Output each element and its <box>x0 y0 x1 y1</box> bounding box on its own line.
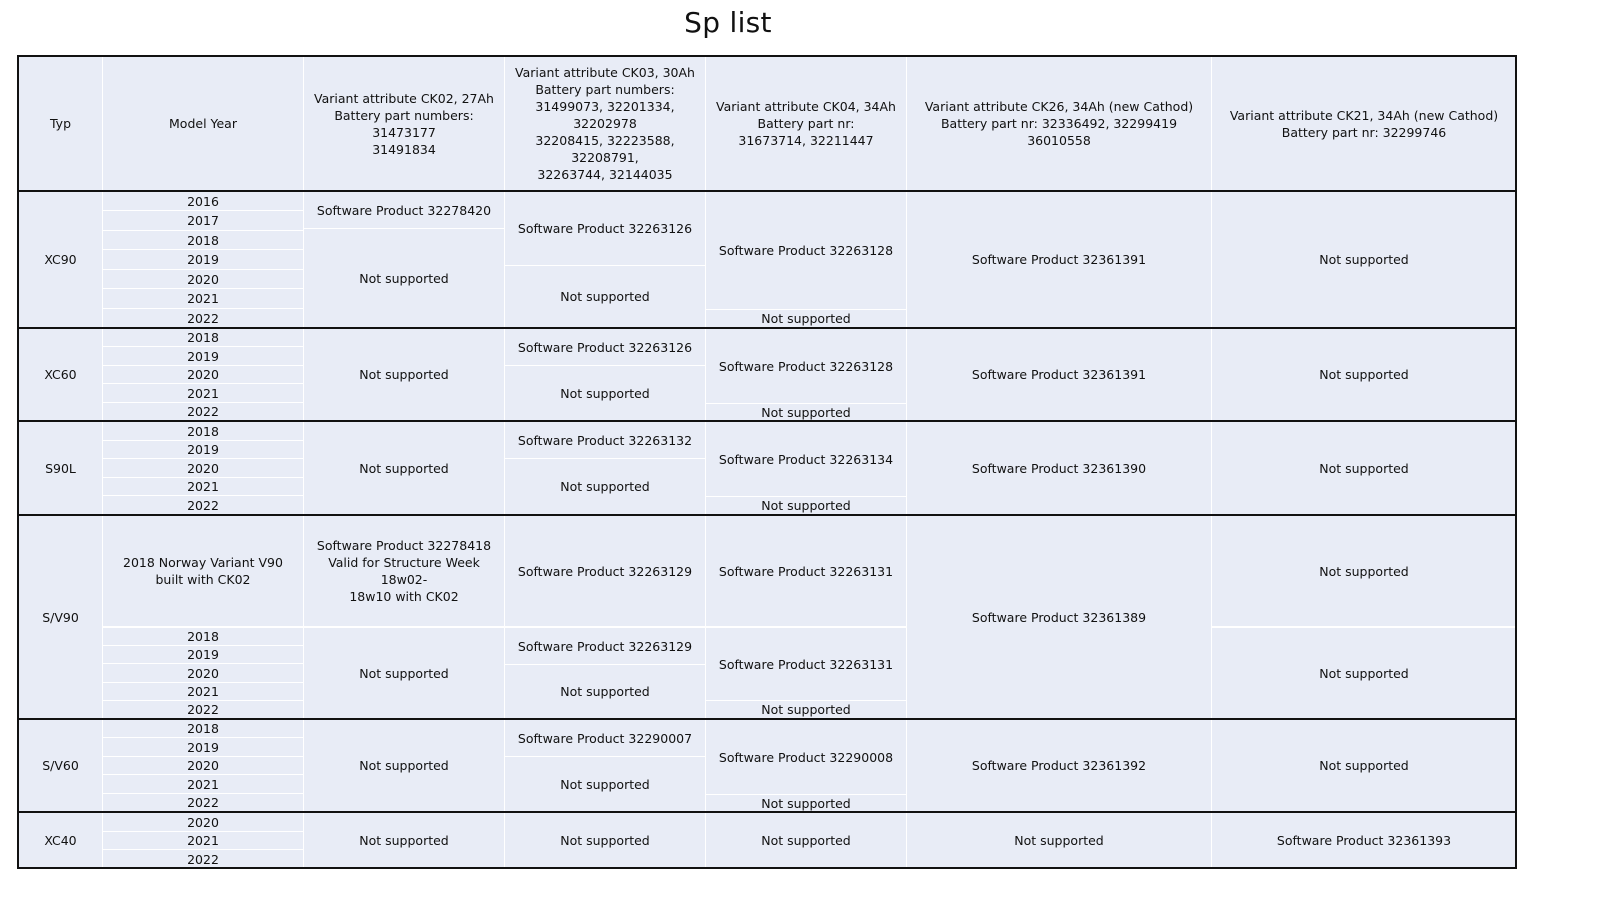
model-year-special-cell-line: built with CK02 <box>155 572 251 587</box>
header-ck02-line: Variant attribute CK02, 27Ah <box>314 90 494 106</box>
model-year-cell: 2022 <box>103 496 303 514</box>
model-year-cell: 2018 <box>103 422 303 440</box>
header-ck02-line: Battery part numbers: <box>334 107 474 123</box>
model-year-cell: 2019 <box>103 250 303 269</box>
ck02-cell: Not supported <box>304 229 504 327</box>
header-ck03-line: 32208415, 32223588, 32208791, <box>535 133 675 165</box>
model-year-cell: 2022 <box>103 850 303 868</box>
table-border <box>17 190 1517 192</box>
model-year-cell: 2018 <box>103 720 303 737</box>
ck26-cell: Software Product 32361392 <box>907 720 1211 811</box>
model-year-cell: 2020 <box>103 270 303 288</box>
ck03-cell: Not supported <box>505 266 705 327</box>
model-year-cell: 2019 <box>103 738 303 756</box>
header-ck04-line: 31673714, 32211447 <box>738 133 874 148</box>
typ-cell: S/V90 <box>19 516 102 718</box>
ck02-special-cell-line: Software Product 32278418 <box>316 538 492 553</box>
table-border <box>17 420 1517 422</box>
ck03-cell: Software Product 32263126 <box>505 192 705 265</box>
ck21-cell: Not supported <box>1212 329 1516 420</box>
ck03-cell: Not supported <box>505 366 705 420</box>
table-border <box>17 55 1517 57</box>
ck21-cell: Software Product 32361393 <box>1212 813 1516 868</box>
ck04-cell: Not supported <box>706 701 906 718</box>
ck04-cell: Software Product 32263131 <box>706 628 906 700</box>
header-ck03-line: 31499073, 32201334, 32202978 <box>535 99 675 131</box>
ck21-cell: Not supported <box>1212 192 1516 327</box>
model-year-cell: 2019 <box>103 347 303 365</box>
header-ck03 <box>505 57 705 190</box>
ck26-cell: Software Product 32361389 <box>907 516 1211 718</box>
ck02-cell: Not supported <box>304 422 504 514</box>
ck03-cell: Not supported <box>505 757 705 811</box>
ck02-cell: Not supported <box>304 628 504 718</box>
table-border <box>17 514 1517 516</box>
model-year-special-cell <box>103 516 303 626</box>
ck26-cell: Software Product 32361391 <box>907 329 1211 420</box>
ck02-cell: Software Product 32278420 <box>304 192 504 228</box>
header-ck02 <box>304 57 504 190</box>
ck04-cell: Not supported <box>706 310 906 327</box>
model-year-cell: 2019 <box>103 646 303 663</box>
ck03-cell: Software Product 32263132 <box>505 422 705 458</box>
ck21-cell: Not supported <box>1212 422 1516 514</box>
header-ck02-line: 31491834 <box>372 141 436 157</box>
header-ck26-line: Variant attribute CK26, 34Ah (new Cathod) <box>924 99 1194 114</box>
typ-cell: XC90 <box>19 192 102 327</box>
ck02-special-cell <box>304 516 504 626</box>
table-border <box>17 55 19 869</box>
ck26-cell: Not supported <box>907 813 1211 868</box>
header-ck04 <box>706 57 906 190</box>
ck04-cell: Software Product 32263128 <box>706 329 906 403</box>
typ-cell: XC60 <box>19 329 102 420</box>
model-year-cell: 2022 <box>103 403 303 420</box>
table-border <box>17 867 1517 869</box>
header-ck03-line: Variant attribute CK03, 30Ah <box>515 65 695 80</box>
ck04-cell: Not supported <box>706 404 906 420</box>
typ-cell: S/V60 <box>19 720 102 811</box>
model-year-cell: 2021 <box>103 683 303 700</box>
header-ck26-line: 36010558 <box>1027 133 1091 148</box>
model-year-cell: 2020 <box>103 813 303 831</box>
header-ck04-line: Variant attribute CK04, 34Ah <box>716 99 896 114</box>
model-year-cell: 2018 <box>103 628 303 645</box>
model-year-cell: 2019 <box>103 441 303 458</box>
typ-cell: XC40 <box>19 813 102 868</box>
model-year-cell: 2022 <box>103 701 303 718</box>
header-ck03-line: Battery part numbers: <box>535 82 675 97</box>
ck04-cell: Software Product 32263128 <box>706 192 906 309</box>
model-year-cell: 2021 <box>103 289 303 308</box>
ck21-cell: Not supported <box>1212 628 1516 718</box>
ck04-cell: Not supported <box>706 795 906 811</box>
model-year-cell: 2020 <box>103 664 303 682</box>
table-border <box>1515 55 1517 869</box>
model-year-cell: 2021 <box>103 478 303 495</box>
ck03-cell: Software Product 32263126 <box>505 329 705 365</box>
model-year-cell: 2020 <box>103 366 303 383</box>
model-year-special-cell-line: 2018 Norway Variant V90 <box>123 555 283 570</box>
ck03-cell: Not supported <box>505 459 705 514</box>
model-year-cell: 2016 <box>103 192 303 210</box>
ck04-cell: Software Product 32290008 <box>706 720 906 794</box>
header-ck21-line: Battery part nr: 32299746 <box>1281 124 1447 140</box>
ck03-cell: Not supported <box>505 813 705 868</box>
typ-cell: S90L <box>19 422 102 514</box>
ck03-cell: Software Product 32290007 <box>505 720 705 756</box>
table-border <box>17 718 1517 720</box>
ck04-cell: Not supported <box>706 813 906 868</box>
table-border <box>17 327 1517 329</box>
model-year-cell: 2022 <box>103 794 303 811</box>
model-year-cell: 2018 <box>103 231 303 249</box>
ck02-special-cell-line: 18w10 with CK02 <box>349 589 459 604</box>
ck02-cell: Not supported <box>304 329 504 420</box>
model-year-cell: 2018 <box>103 329 303 346</box>
header-ck02-line: 31473177 <box>372 124 436 140</box>
model-year-cell: 2021 <box>103 384 303 402</box>
header-typ: Typ <box>19 57 102 190</box>
model-year-cell: 2020 <box>103 459 303 477</box>
header-ck21 <box>1212 57 1516 190</box>
ck21-cell: Not supported <box>1212 720 1516 811</box>
ck03-cell: Software Product 32263129 <box>505 628 705 664</box>
ck02-cell: Not supported <box>304 813 504 868</box>
ck26-cell: Software Product 32361390 <box>907 422 1211 514</box>
model-year-cell: 2021 <box>103 775 303 793</box>
ck04-cell: Software Product 32263131 <box>706 516 906 626</box>
ck03-cell: Not supported <box>505 665 705 718</box>
ck04-cell: Software Product 32263134 <box>706 422 906 496</box>
ck03-cell: Software Product 32263129 <box>505 516 705 626</box>
model-year-cell: 2017 <box>103 211 303 230</box>
ck26-cell: Software Product 32361391 <box>907 192 1211 327</box>
table-border <box>17 811 1517 813</box>
model-year-cell: 2022 <box>103 309 303 327</box>
ck04-cell: Not supported <box>706 497 906 514</box>
model-year-cell: 2021 <box>103 832 303 849</box>
header-model-year: Model Year <box>103 57 303 190</box>
header-ck26 <box>907 57 1211 190</box>
header-ck26-line: Battery part nr: 32336492, 32299419 <box>940 116 1178 131</box>
header-ck21-line: Variant attribute CK21, 34Ah (new Cathod) <box>1229 107 1499 123</box>
header-ck04-line: Battery part nr: <box>757 116 855 131</box>
header-ck03-line: 32263744, 32144035 <box>537 167 673 182</box>
page-title: Sp list <box>684 6 772 39</box>
ck21-cell: Not supported <box>1212 516 1516 626</box>
ck02-cell: Not supported <box>304 720 504 811</box>
sp-list-table <box>18 56 1566 896</box>
model-year-cell: 2020 <box>103 757 303 774</box>
ck02-special-cell-line: Valid for Structure Week 18w02- <box>328 555 480 587</box>
